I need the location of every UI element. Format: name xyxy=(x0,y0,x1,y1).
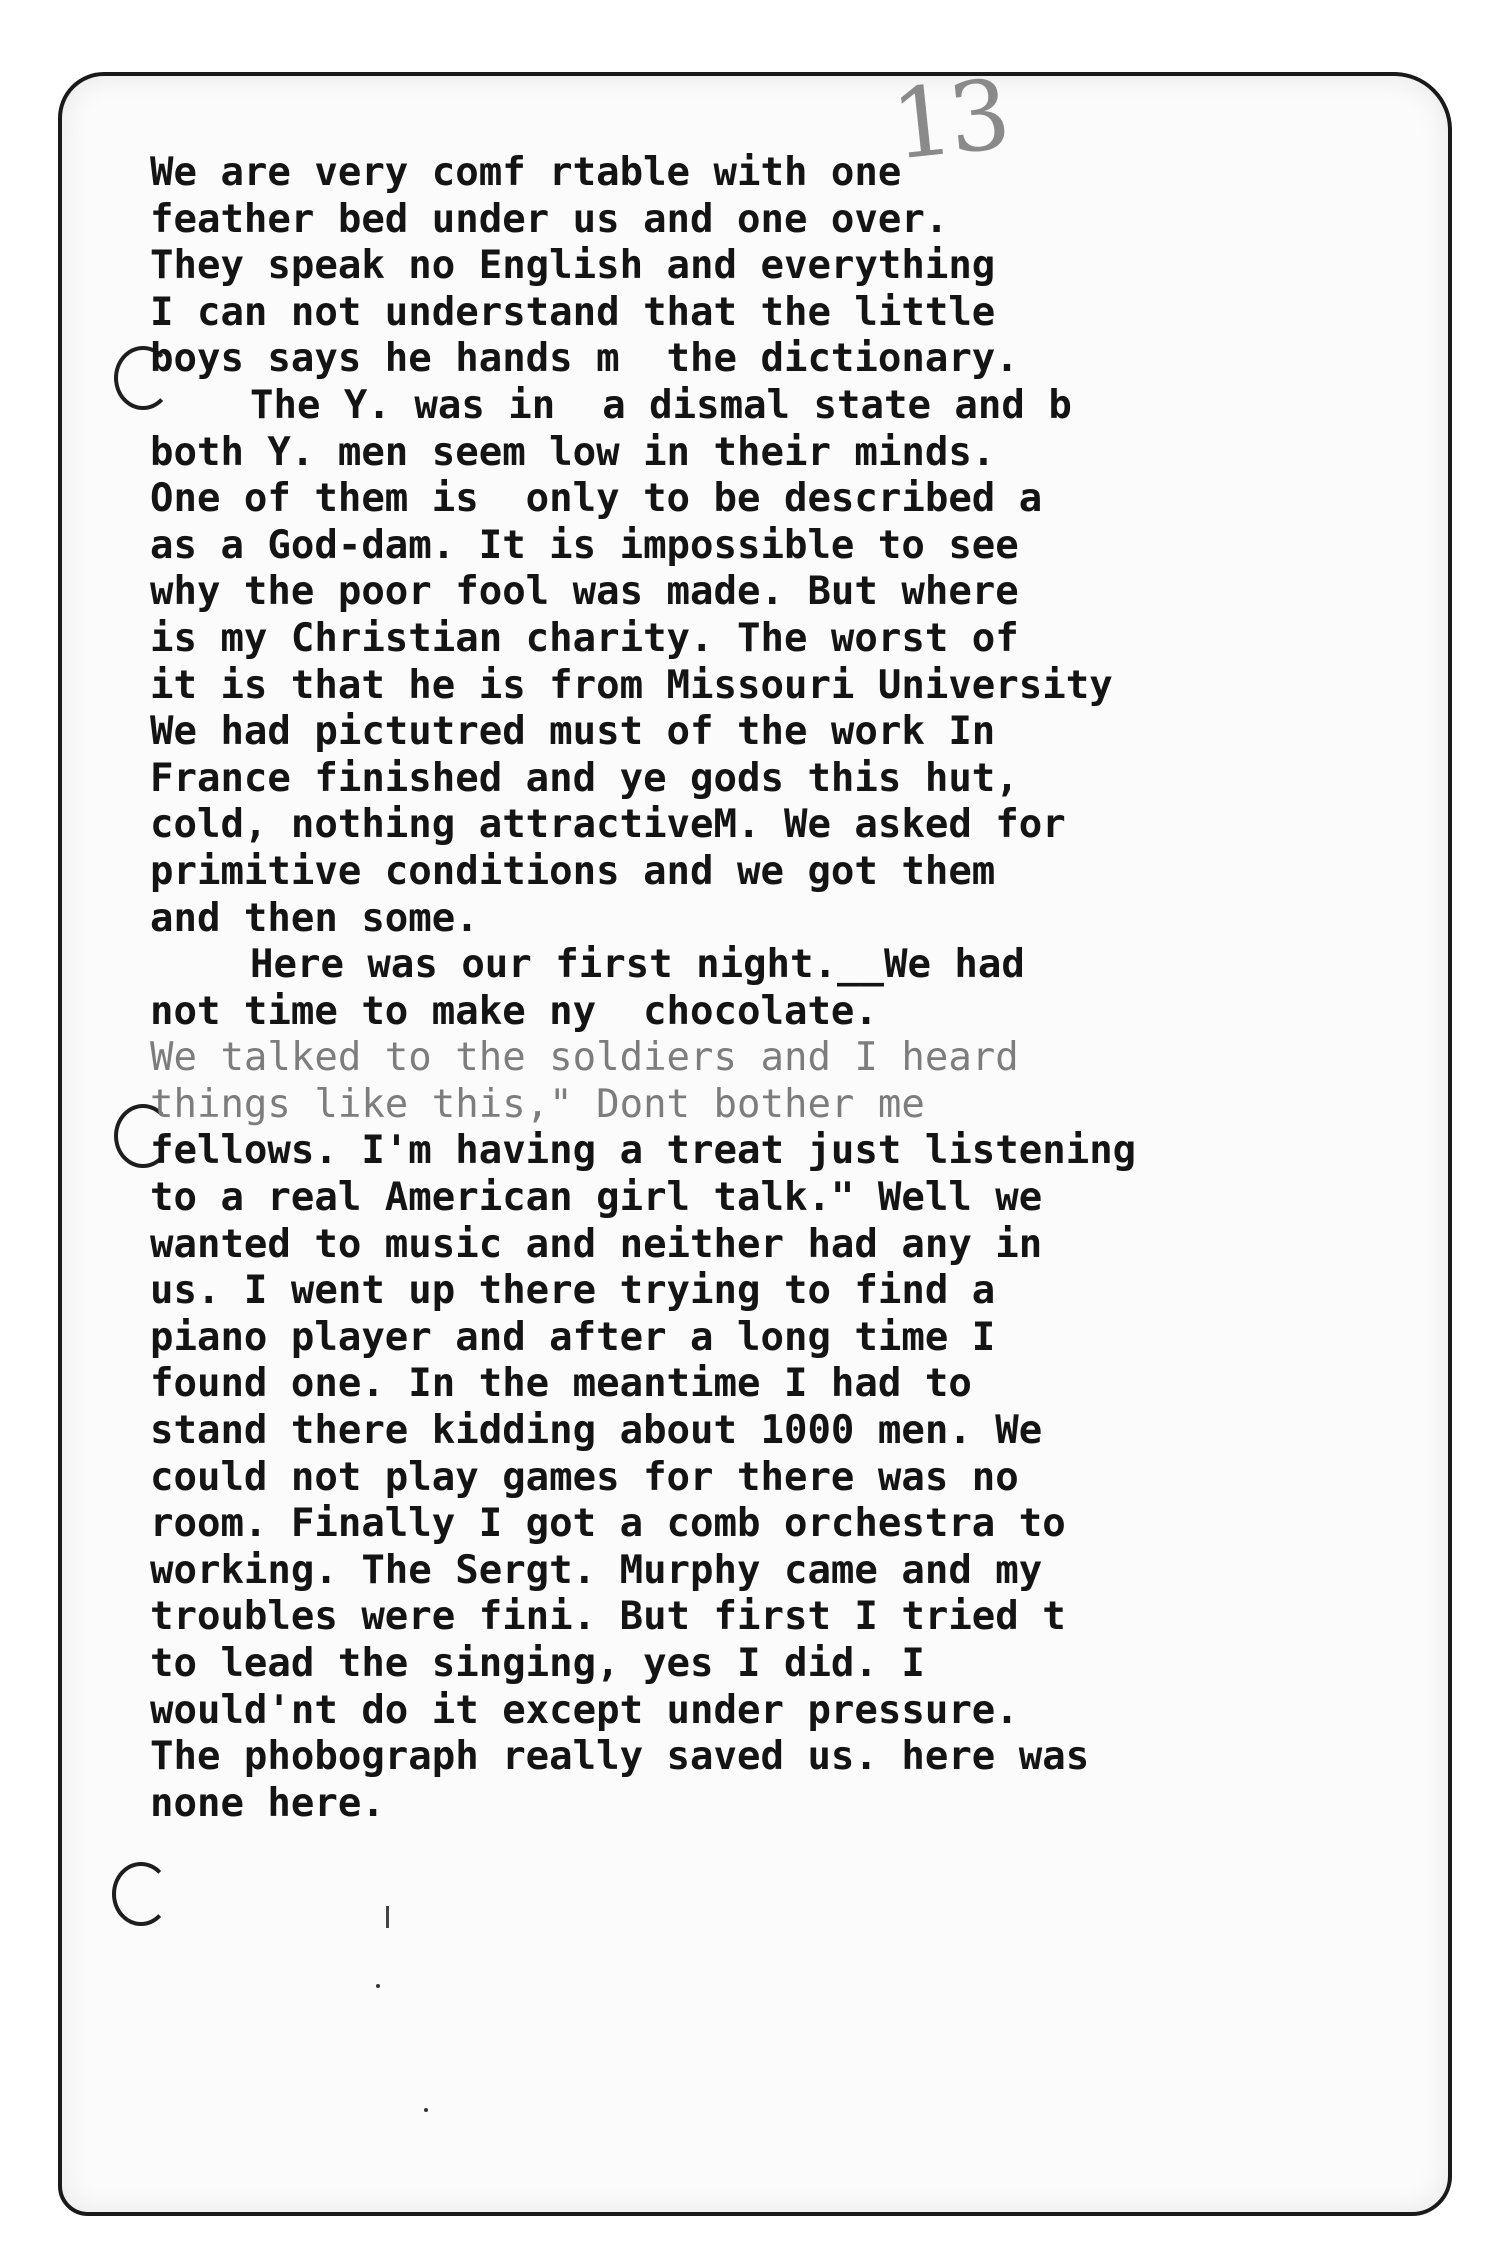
text-line: is my Christian charity. The worst of xyxy=(150,615,1019,661)
text-line: why the poor fool was made. But where xyxy=(150,569,1019,615)
ink-speck xyxy=(376,1984,380,1988)
text-line: to lead the singing, yes I did. I xyxy=(150,1641,925,1686)
text-line: could not play games for there was no xyxy=(150,1454,1019,1500)
punch-hole-bottom xyxy=(112,1862,170,1926)
text-line: troubles were fini. But first I tried t xyxy=(150,1594,1066,1640)
text-line: We talked to the soldiers and I heard xyxy=(150,1035,1019,1081)
text-line: none here. xyxy=(150,1780,385,1826)
text-line: piano player and after a long time I xyxy=(150,1314,996,1360)
text-line: to a real American girl talk." Well we xyxy=(150,1175,1043,1221)
text-line: wanted to music and neither had any in xyxy=(150,1221,1043,1267)
typed-letter-body xyxy=(150,150,1430,1827)
text-line: We had pictutred must of the work In xyxy=(150,709,996,755)
text-line: boys says he hands m the dictionary. xyxy=(150,336,1019,382)
text-line: found one. In the meantime I had to xyxy=(150,1361,972,1407)
text-line: room. Finally I got a comb orchestra to xyxy=(150,1501,1066,1547)
text-line: feather bed under us and one over. xyxy=(150,196,949,242)
text-line: fellows. I'm having a treat just listening xyxy=(150,1128,1137,1174)
text-line: The Y. was in a dismal state and b xyxy=(250,382,1072,428)
text-line: both Y. men seem low in their minds. xyxy=(150,429,996,475)
text-line: not time to make ny chocolate. xyxy=(150,988,878,1034)
pencil-mark xyxy=(386,1906,389,1928)
text-line: Here was our first night.__We had xyxy=(250,942,1025,988)
text-line: and then some. xyxy=(150,895,479,941)
text-line: France finished and ye gods this hut, xyxy=(150,755,1019,801)
text-line: One of them is only to be described a xyxy=(150,476,1043,522)
text-line: We are very comf rtable with one xyxy=(150,150,902,195)
text-line: I can not understand that the little xyxy=(150,289,996,335)
text-line: us. I went up there trying to find a xyxy=(150,1268,996,1314)
text-line: stand there kidding about 1000 men. We xyxy=(150,1408,1043,1454)
text-line: The phobograph really saved us. here was xyxy=(150,1734,1090,1780)
text-line: it is that he is from Missouri University xyxy=(150,662,1113,708)
text-line: working. The Sergt. Murphy came and my xyxy=(150,1547,1043,1593)
text-line: things like this," Dont bother me xyxy=(150,1081,925,1127)
ink-speck xyxy=(424,2108,428,2112)
text-line: cold, nothing attractiveM. We asked for xyxy=(150,802,1066,848)
text-line: primitive conditions and we got them xyxy=(150,848,996,894)
text-line: as a God-dam. It is impossible to see xyxy=(150,522,1019,568)
page-number: 13 xyxy=(886,58,1012,182)
text-line: would'nt do it except under pressure. xyxy=(150,1687,1019,1733)
text-line: They speak no English and everything xyxy=(150,243,996,289)
